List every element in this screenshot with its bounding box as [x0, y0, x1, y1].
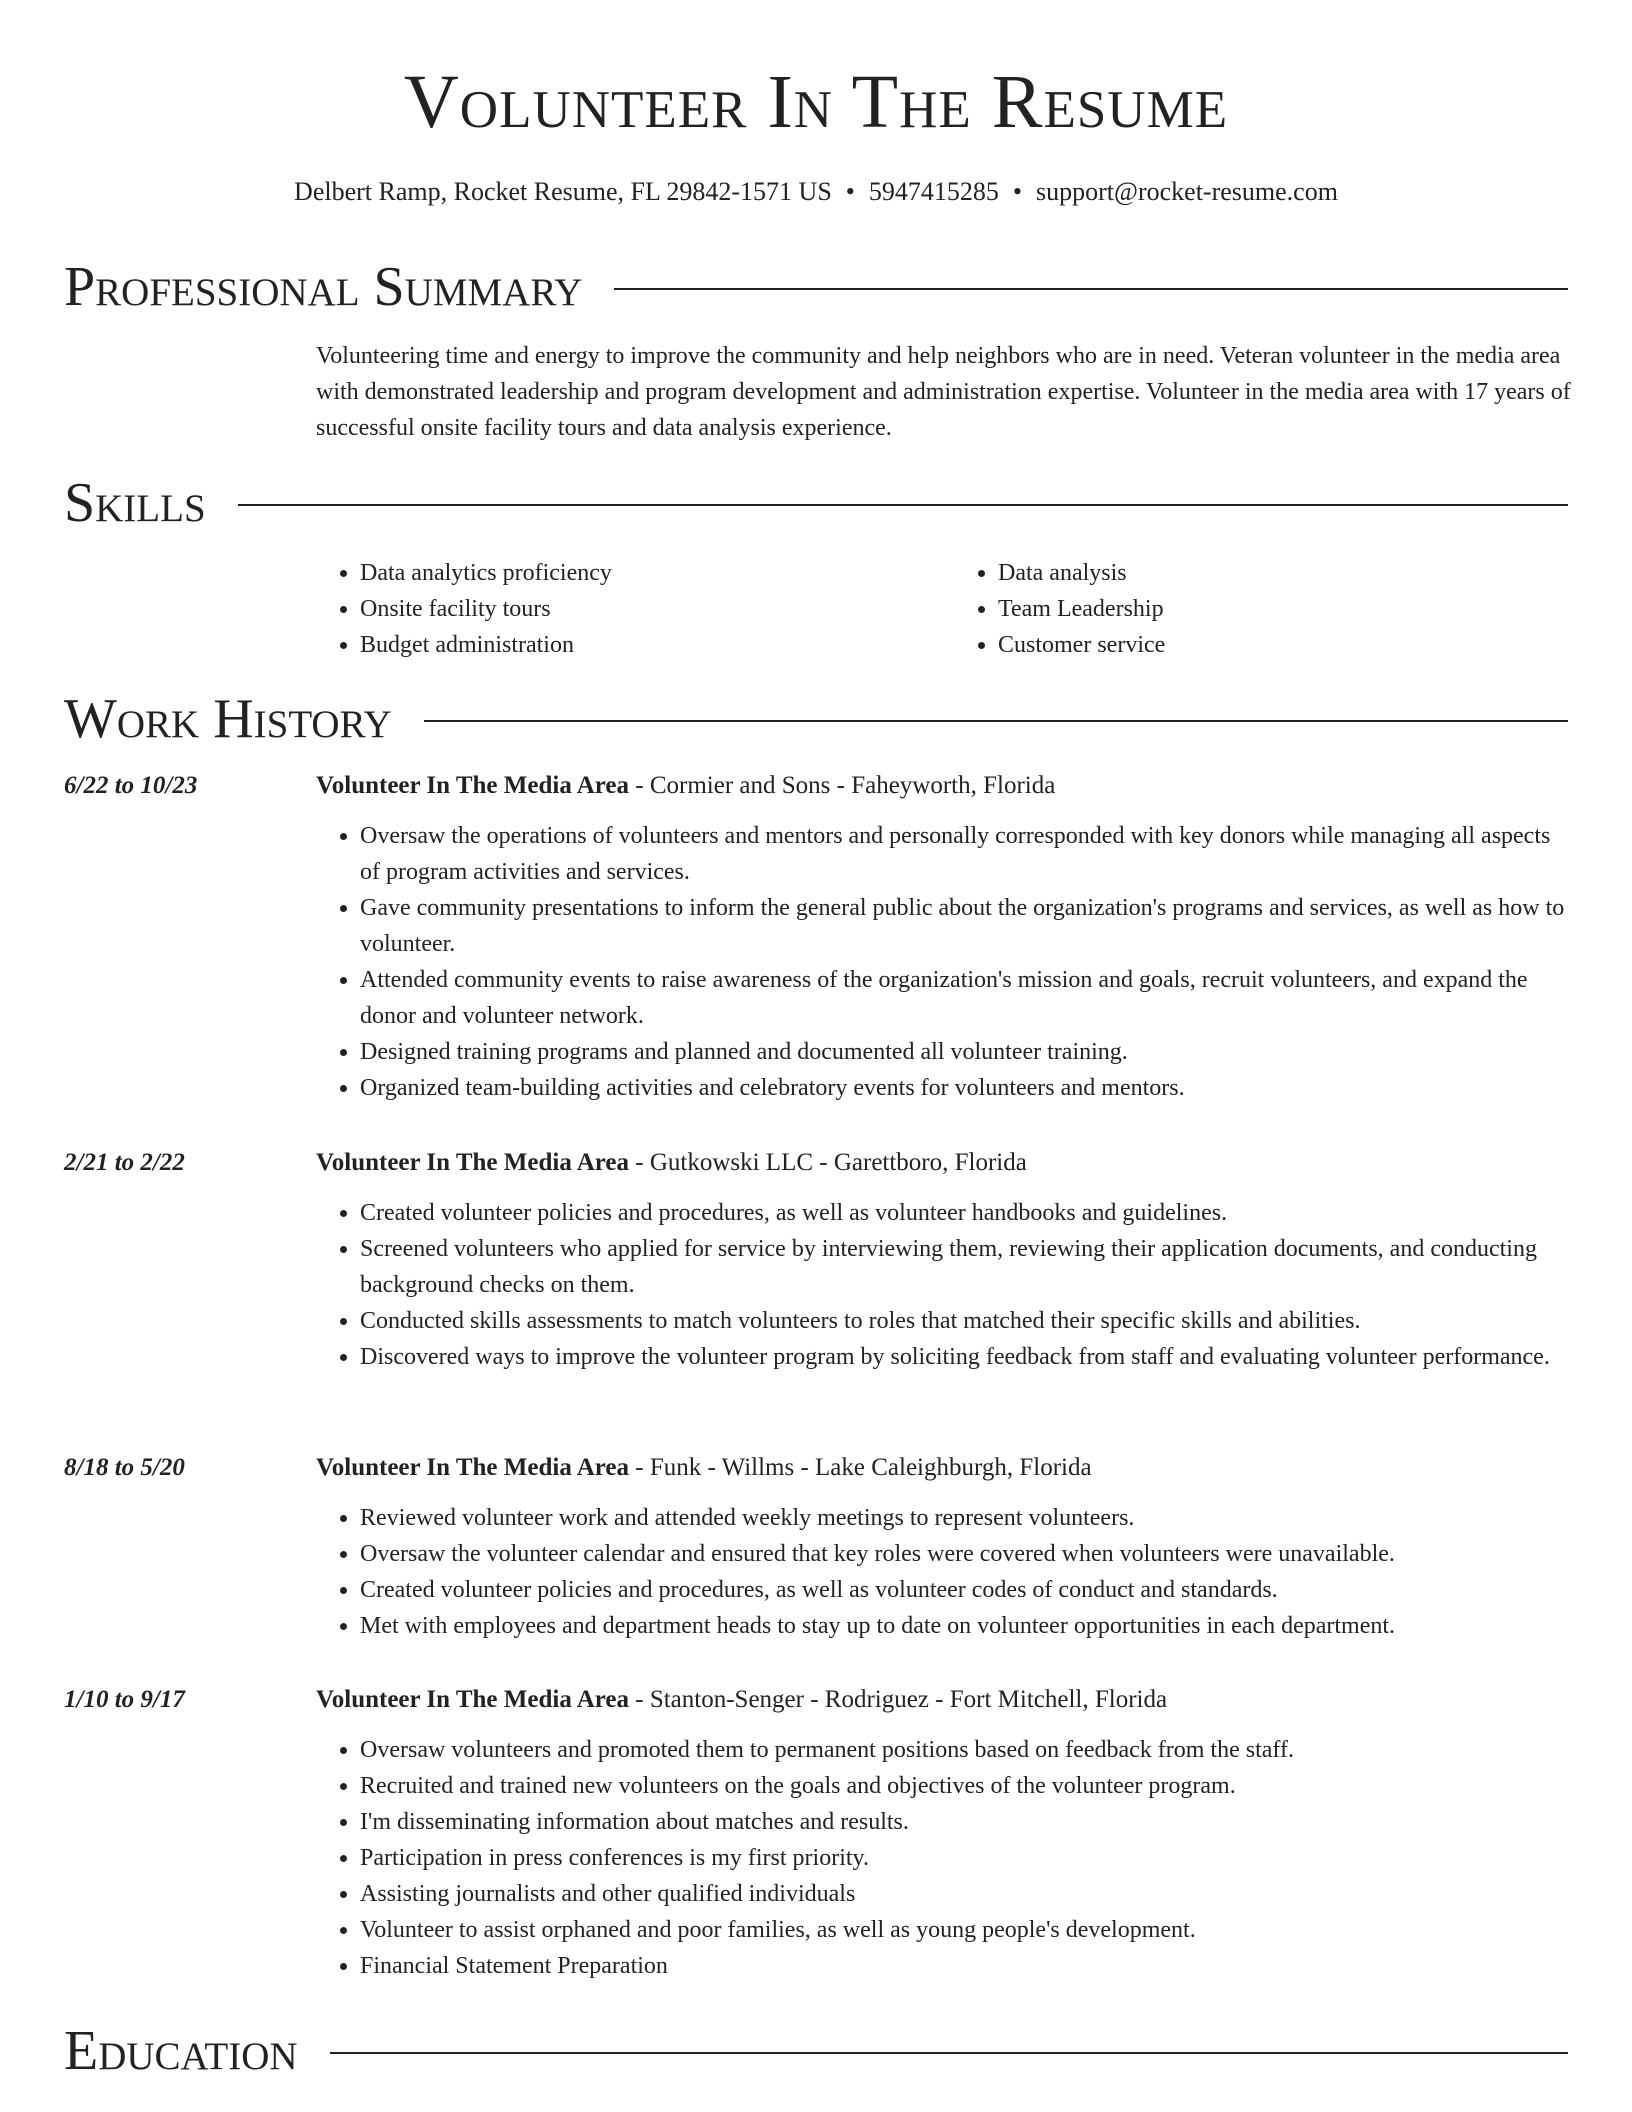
job-employer: - Stanton-Senger - Rodriguez - Fort Mitchell, Florida: [629, 1686, 1168, 1713]
job-dates: 2/21 to 2/22: [64, 1149, 185, 1176]
job-bullet: • Gave community presentations to inform the general public about the organization's programs and services, as well as how to volunteer.: [360, 890, 1572, 962]
job-dates: 8/18 to 5/20: [64, 1454, 185, 1481]
job-bullet: • Oversaw the operations of volunteers and mentors and personally corresponded with key donors while managing all aspects of program activities and services.: [360, 818, 1572, 890]
job-bullet: • Oversaw volunteers and promoted them to permanent positions based on feedback from the staff.: [360, 1732, 1572, 1768]
job-bullet: • Discovered ways to improve the volunteer program by soliciting feedback from staff and evaluating volunteer performance.: [360, 1339, 1572, 1375]
job-role: Volunteer In The Media Area: [316, 1149, 629, 1176]
skill-item: • Budget administration: [360, 627, 934, 663]
job-bullets: [316, 818, 1572, 1106]
job-bullet: • Created volunteer policies and procedures, as well as volunteer handbooks and guidelines.: [360, 1195, 1572, 1231]
skill-item: • Data analytics proficiency: [360, 555, 934, 591]
work-section-header: [64, 686, 1568, 752]
skills-section-title: Skills: [64, 472, 206, 534]
resume-name: Volunteer In The Resume: [403, 60, 1229, 144]
contact-address: Delbert Ramp, Rocket Resume, FL 29842-1571 US: [294, 177, 832, 206]
summary-section-header: [64, 254, 1568, 320]
education-section-header: [64, 2018, 1568, 2084]
job-heading: [316, 768, 1572, 804]
job-bullet: • Designed training programs and planned and documented all volunteer training.: [360, 1034, 1572, 1070]
contact-separator: •: [845, 177, 855, 206]
contact-separator: •: [1012, 177, 1023, 206]
skill-item: • Onsite facility tours: [360, 591, 934, 627]
section-divider: [424, 720, 1568, 722]
summary-text: Volunteering time and energy to improve the community and help neighbors who are in need. Veteran volunteer in the media area with demonstrated leadership and program development and administration expertise. Volunteer in the media area with 17 years of successful onsite facility tours and data analysis experience.: [316, 343, 1571, 441]
job-bullet: • Reviewed volunteer work and attended weekly meetings to represent volunteers.: [360, 1500, 1572, 1536]
contact-phone: 5947415285: [868, 177, 999, 206]
job-employer: - Cormier and Sons - Faheyworth, Florida: [629, 772, 1056, 799]
job-bullet: • Attended community events to raise awareness of the organization's mission and goals, recruit volunteers, and expand the donor and volunteer network.: [360, 962, 1572, 1034]
section-divider: [614, 288, 1568, 290]
contact-line: [0, 172, 1632, 212]
job-bullet: • Screened volunteers who applied for service by interviewing them, reviewing their application documents, and conducting background checks on them.: [360, 1231, 1572, 1303]
skills-column-right: [954, 555, 1572, 663]
job-bullet: • I'm disseminating information about matches and results.: [360, 1804, 1572, 1840]
job-heading: [316, 1682, 1572, 1718]
work-section-title: Work History: [64, 688, 392, 750]
section-divider: [330, 2052, 1568, 2054]
job-employer: - Funk - Willms - Lake Caleighburgh, Florida: [629, 1454, 1092, 1481]
skills-column-left: [316, 555, 934, 663]
skills-list: [316, 555, 1572, 663]
job-bullets: [316, 1195, 1572, 1375]
job-bullet: • Conducted skills assessments to match volunteers to roles that matched their specific skills and abilities.: [360, 1303, 1572, 1339]
job-bullet: • Met with employees and department heads to stay up to date on volunteer opportunities in each department.: [360, 1608, 1572, 1644]
job-role: Volunteer In The Media Area: [316, 1454, 629, 1481]
summary-section-title: Professional Summary: [64, 256, 583, 318]
skill-item: • Customer service: [998, 627, 1572, 663]
job-bullet: • Created volunteer policies and procedures, as well as volunteer codes of conduct and standards.: [360, 1572, 1572, 1608]
job-heading: [316, 1450, 1572, 1486]
job-bullet: • Organized team-building activities and celebratory events for volunteers and mentors.: [360, 1070, 1572, 1106]
job-dates: 1/10 to 9/17: [64, 1686, 185, 1713]
education-section-title: Education: [64, 2020, 298, 2082]
job-bullet: • Assisting journalists and other qualified individuals: [360, 1876, 1572, 1912]
job-bullet: • Financial Statement Preparation: [360, 1948, 1572, 1984]
skill-item: • Data analysis: [998, 555, 1572, 591]
job-bullets: [316, 1500, 1572, 1644]
skills-section-header: [64, 470, 1568, 536]
contact-email: support@rocket-resume.com: [1036, 177, 1338, 206]
job-role: Volunteer In The Media Area: [316, 1686, 629, 1713]
job-bullet: • Participation in press conferences is my first priority.: [360, 1840, 1572, 1876]
job-bullet: • Oversaw the volunteer calendar and ensured that key roles were covered when volunteers were unavailable.: [360, 1536, 1572, 1572]
job-dates: 6/22 to 10/23: [64, 772, 198, 799]
job-employer: - Gutkowski LLC - Garettboro, Florida: [629, 1149, 1027, 1176]
section-divider: [238, 504, 1568, 506]
job-bullets: [316, 1732, 1572, 1984]
job-role: Volunteer In The Media Area: [316, 772, 629, 799]
job-bullet: • Recruited and trained new volunteers on the goals and objectives of the volunteer program.: [360, 1768, 1572, 1804]
job-heading: [316, 1145, 1572, 1181]
job-bullet: • Volunteer to assist orphaned and poor families, as well as young people's development.: [360, 1912, 1572, 1948]
skill-item: • Team Leadership: [998, 591, 1572, 627]
